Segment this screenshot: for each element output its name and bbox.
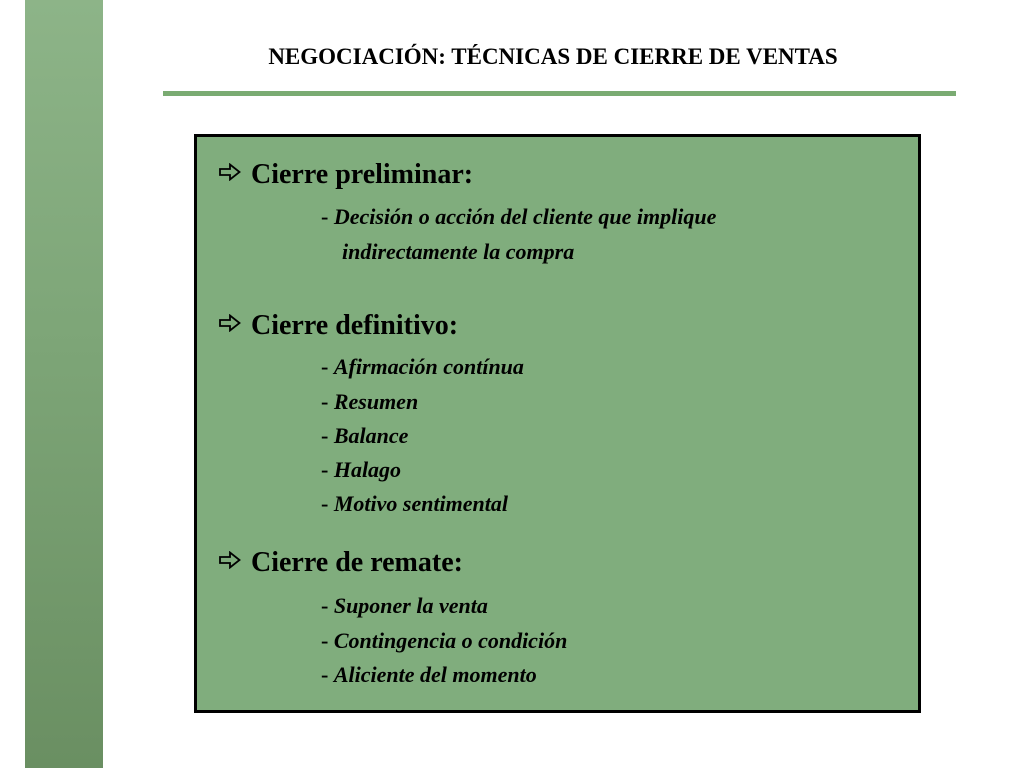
list-item: - Suponer la venta [321,593,488,618]
decorative-sidebar [25,0,103,768]
section-heading-cierre-preliminar [219,161,473,189]
list-item: - Aliciente del momento [321,662,537,687]
list-item: - Halago [321,457,402,482]
list-item: - Contingencia o condición [321,628,568,653]
list-item: - Decisión o acción del cliente que implique [321,204,717,229]
content-box [194,134,921,713]
right-arrow-icon [219,163,241,181]
heading-text: Cierre preliminar: [251,159,474,190]
item-text: Motivo sentimental [333,491,509,516]
list-item: - Resumen [321,389,419,414]
item-text: indirectamente la compra [342,239,575,264]
item-text: Contingencia o condición [333,628,568,653]
list-item: - Balance [321,423,409,448]
section-heading-cierre-definitivo [219,312,458,340]
item-text: Aliciente del momento [333,662,537,687]
item-text: Halago [333,457,402,482]
item-text: Resumen [333,389,419,414]
item-text: Afirmación contínua [333,354,524,379]
list-item: - Motivo sentimental [321,491,509,516]
heading-text: Cierre definitivo: [251,310,459,341]
title-underline [163,91,956,96]
item-text: Suponer la venta [333,593,488,618]
right-arrow-icon [219,314,241,332]
slide-title: NEGOCIACIÓN: TÉCNICAS DE CIERRE DE VENTAS [268,44,838,69]
list-item-continuation [342,241,574,263]
right-arrow-icon [219,551,241,569]
item-text: Balance [333,423,409,448]
list-item: - Afirmación contínua [321,354,524,379]
item-text: Decisión o acción del cliente que implique [333,204,717,229]
heading-text: Cierre de remate: [251,547,463,578]
section-heading-cierre-de-remate [219,549,463,577]
